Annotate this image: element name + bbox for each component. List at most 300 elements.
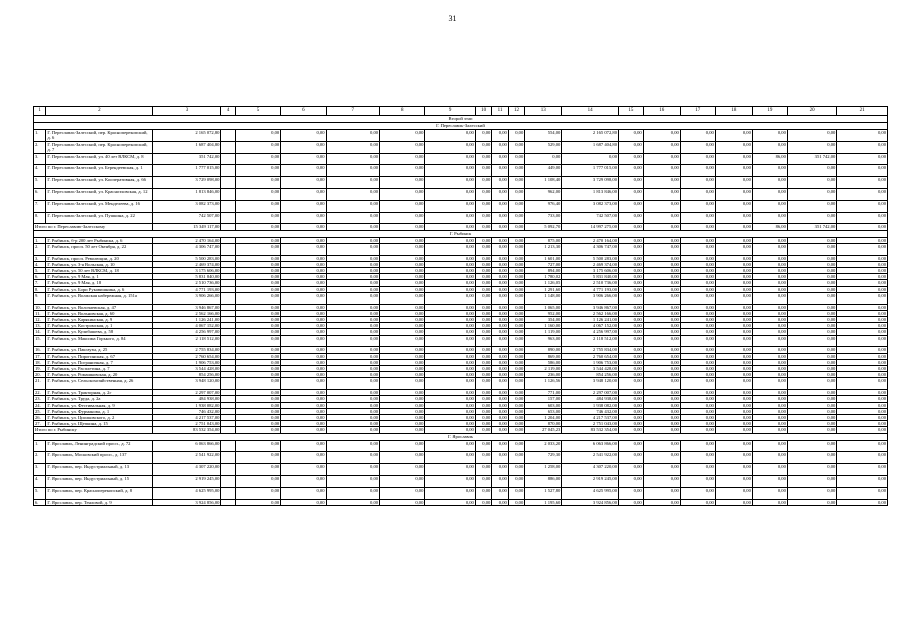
row-number: 16. [34,347,46,353]
value-cell: 0,00 [680,421,715,427]
column-number: 17 [680,107,715,116]
value-cell: 0,00 [281,402,326,408]
value-cell: 0,00 [508,440,524,452]
value-cell: 0,00 [380,402,425,408]
address-cell: Г. Ярославль, Московский просп., д. 137 [46,452,153,464]
value-cell: 1 148,00 [525,292,562,304]
value-cell: 0,00 [425,329,475,335]
total-value-cell: 5 092,70 [525,224,562,230]
value-cell: 0,00 [475,255,491,261]
value-cell: 0,00 [492,440,508,452]
value-cell: 0,00 [281,130,326,142]
table-row [34,487,888,499]
value-cell: 0,00 [380,130,425,142]
value-cell: 0,00 [787,323,836,329]
value-cell: 0,00 [680,452,715,464]
value-cell: 0,00 [787,390,836,396]
value-cell: 0,00 [281,317,326,323]
value-cell: 0,00 [475,280,491,286]
row-number: 2. [34,243,46,255]
value-cell: 0,00 [475,440,491,452]
value-cell: 1 780,02 [525,274,562,280]
value-cell: 0,00 [508,464,524,476]
value-cell: 0,00 [680,408,715,414]
value-cell: 0,00 [235,130,280,142]
value-cell: 0,00 [326,188,380,200]
value-cell: 0,00 [787,335,836,347]
value-cell: 0,00 [281,243,326,255]
total-value-cell: 0,00 [380,224,425,230]
value-cell: 0,00 [281,267,326,273]
address-cell: Г. Рыбинск, ул. Вольновская, д. 60 [46,310,153,316]
value-cell: 0,00 [619,237,644,243]
row-number: 10. [34,304,46,310]
value-cell: 3 946 867,00 [562,304,619,310]
value-cell: 0,00 [715,165,752,177]
value-cell: 2 469 374,00 [562,261,619,267]
value-cell: 0,00 [492,378,508,390]
value-cell: 0,00 [475,408,491,414]
value-cell: 0,00 [619,310,644,316]
value-cell: 0,00 [425,402,475,408]
value-cell: 0,00 [281,476,326,488]
value-cell: 890,00 [525,347,562,353]
value-cell: 0,00 [680,304,715,310]
column-number: 9 [425,107,475,116]
empty-cell [221,378,235,390]
value-cell: 733,00 [525,212,562,224]
value-cell: 0,00 [715,243,752,255]
value-cell: 0,00 [752,335,787,347]
row-number: 8. [34,286,46,292]
value-cell: 0,00 [787,200,836,212]
column-number: 8 [380,107,425,116]
value-cell: 0,00 [492,499,508,505]
cost-total-cell: 4 256 997,00 [153,329,221,335]
value-cell: 0,00 [837,335,888,347]
value-cell: 0,00 [492,487,508,499]
value-cell: 0,00 [680,499,715,505]
value-cell: 0,00 [680,177,715,189]
cost-total-cell: 2 919 245,00 [153,476,221,488]
value-cell: 0,00 [643,372,680,378]
housing-program-table [33,106,888,506]
table-row [34,200,888,212]
column-number: 3 [153,107,221,116]
value-cell: 0,00 [787,372,836,378]
value-cell: 0,00 [837,452,888,464]
value-cell: 0,00 [492,212,508,224]
value-cell: 771,00 [525,390,562,396]
value-cell: 0,00 [508,408,524,414]
value-cell: 0,00 [619,378,644,390]
value-cell: 0,00 [425,353,475,359]
empty-cell [221,141,235,153]
value-cell: 0,00 [492,366,508,372]
row-number: 15. [34,335,46,347]
value-cell: 0,00 [425,415,475,421]
value-cell: 0,00 [787,499,836,505]
value-cell: 727,00 [525,261,562,267]
value-cell: 0,00 [508,153,524,165]
value-cell: 0,00 [508,304,524,310]
value-cell: 0,00 [643,267,680,273]
value-cell: 0,00 [715,200,752,212]
value-cell: 0,00 [281,396,326,402]
value-cell: 0,00 [475,165,491,177]
value-cell: 0,00 [752,415,787,421]
value-cell: 0,00 [475,347,491,353]
value-cell: 0,00 [787,261,836,267]
value-cell: 0,00 [680,329,715,335]
value-cell: 0,00 [643,261,680,267]
cost-total-cell: 5 831 840,00 [153,274,221,280]
value-cell: 0,00 [492,310,508,316]
value-cell: 0,00 [752,487,787,499]
value-cell: 0,00 [326,130,380,142]
empty-cell [221,487,235,499]
value-cell: 0,00 [492,396,508,402]
value-cell: 4 217 537,00 [562,415,619,421]
value-cell: 0,00 [680,359,715,365]
value-cell: 0,00 [680,141,715,153]
value-cell: 0,00 [837,390,888,396]
value-cell: 0,00 [326,378,380,390]
value-cell: 0,00 [837,499,888,505]
value-cell: 0,00 [837,353,888,359]
value-cell: 0,00 [643,153,680,165]
value-cell: 746 432,00 [562,408,619,414]
value-cell: 0,00 [492,335,508,347]
value-cell: 0,00 [475,310,491,316]
value-cell: 0,00 [837,464,888,476]
total-value-cell: 0,00 [380,427,425,433]
value-cell: 3 729 098,00 [562,177,619,189]
value-cell: 0,00 [787,165,836,177]
value-cell: 0,00 [715,310,752,316]
value-cell: 0,00 [752,286,787,292]
value-cell: 0,00 [752,464,787,476]
value-cell: 3 924 856,00 [562,499,619,505]
value-cell: 0,00 [643,347,680,353]
address-cell: Г. Переславль-Залесский, пер. Красноперекопский, д. 7 [46,141,153,153]
value-cell: 0,00 [787,177,836,189]
row-number: 26. [34,415,46,421]
empty-cell [221,499,235,505]
value-cell: 0,00 [425,372,475,378]
table-row [34,378,888,390]
address-cell: Г. Ярославль, пер. Индустриальный, д. 13 [46,464,153,476]
value-cell: 0,00 [619,487,644,499]
value-cell: 2 119,00 [525,366,562,372]
value-cell: 1 126 241,00 [562,317,619,323]
value-cell: 4 256 997,00 [562,329,619,335]
row-number: 19. [34,366,46,372]
cost-total-cell: 484 938,00 [153,396,221,402]
table-row [34,243,888,255]
value-cell: 0,00 [715,261,752,267]
value-cell: 0,00 [643,317,680,323]
value-cell: 0,00 [680,261,715,267]
value-cell: 0,00 [425,359,475,365]
value-cell: 0,00 [680,372,715,378]
value-cell: 0,00 [643,243,680,255]
table-row [34,130,888,142]
value-cell: 0,00 [715,402,752,408]
value-cell: 0,00 [326,274,380,280]
value-cell: 0,00 [281,347,326,353]
value-cell: 0,00 [715,487,752,499]
value-cell: 0,00 [380,372,425,378]
value-cell: 0,00 [752,292,787,304]
value-cell: 0,00 [752,255,787,261]
value-cell: 0,00 [281,286,326,292]
value-cell: 2 118 512,00 [562,335,619,347]
value-cell: 0,00 [508,177,524,189]
value-cell: 0,00 [643,323,680,329]
value-cell: 0,00 [619,304,644,310]
value-cell: 0,00 [680,487,715,499]
value-cell: 0,00 [508,335,524,347]
total-value-cell: 0,00 [680,427,715,433]
address-cell: Г. Переславль-Залесский, ул. Берендеевская, д. 1 [46,165,153,177]
value-cell: 0,00 [680,165,715,177]
value-cell: 0,00 [281,499,326,505]
value-cell: 0,00 [475,335,491,347]
value-cell: 0,00 [281,237,326,243]
cost-total-cell: 4 625 995,00 [153,487,221,499]
column-number: 5 [235,107,280,116]
value-cell: 0,00 [492,329,508,335]
address-cell: Г. Переславль-Залесский, ул. Пушкина, д. 22 [46,212,153,224]
address-cell: Г. Рыбинск, ул. 9 Мая, д. 18 [46,280,153,286]
stage-title: Второй этап [34,116,888,123]
value-cell: 0,00 [643,421,680,427]
value-cell: 0,00 [752,440,787,452]
cost-total-cell: 746 432,00 [153,408,221,414]
value-cell: 0,00 [619,153,644,165]
value-cell: 0,00 [492,390,508,396]
row-number: 27. [34,421,46,427]
value-cell: 3 544 428,00 [562,366,619,372]
column-number: 10 [475,107,491,116]
value-cell: 0,00 [752,347,787,353]
value-cell: 0,00 [281,323,326,329]
empty-cell [221,243,235,255]
value-cell: 0,00 [281,378,326,390]
cost-total-cell: 1 938 082,00 [153,402,221,408]
row-number: 1. [34,130,46,142]
value-cell: 586,00 [525,359,562,365]
value-cell: 0,00 [492,130,508,142]
value-cell: 0,00 [326,402,380,408]
value-cell: 0,00 [235,255,280,261]
value-cell: 0,00 [619,188,644,200]
value-cell: 2 562 166,00 [562,310,619,316]
value-cell: 0,00 [235,372,280,378]
value-cell: 0,00 [508,452,524,464]
value-cell: 1 601,00 [525,255,562,261]
value-cell: 0,00 [326,237,380,243]
value-cell: 0,00 [715,390,752,396]
value-cell: 0,00 [425,286,475,292]
value-cell: 5 831 840,00 [562,274,619,280]
cost-total-cell: 3 729 098,00 [153,177,221,189]
value-cell: 0,00 [715,499,752,505]
value-cell: 0,00 [492,317,508,323]
value-cell: 4 306 747,00 [562,243,619,255]
value-cell: 0,00 [475,130,491,142]
value-cell: 4 067 152,00 [562,323,619,329]
total-label: Итого по г. Переславлю-Залесскому [34,224,153,230]
value-cell: 0,00 [326,464,380,476]
value-cell: 0,00 [787,243,836,255]
value-cell: 0,00 [715,440,752,452]
value-cell: 1 160,00 [525,323,562,329]
value-cell: 484 938,00 [562,396,619,402]
value-cell: 963,00 [525,335,562,347]
value-cell: 0,00 [492,243,508,255]
total-value-cell: 0,00 [643,427,680,433]
value-cell: 2 755 834,00 [562,347,619,353]
value-cell: 0,00 [326,255,380,261]
value-cell: 0,00 [837,366,888,372]
value-cell: 0,00 [715,212,752,224]
column-number: 11 [492,107,508,116]
value-cell: 0,00 [643,310,680,316]
value-cell: 0,00 [380,261,425,267]
value-cell: 0,00 [619,372,644,378]
value-cell: 0,00 [837,347,888,353]
empty-cell [221,188,235,200]
value-cell: 854 256,00 [562,372,619,378]
row-number: 20. [34,372,46,378]
cost-total-cell: 1 906 753,00 [153,359,221,365]
value-cell: 2 541 922,00 [562,452,619,464]
value-cell: 0,00 [492,292,508,304]
value-cell: 0,00 [715,304,752,310]
value-cell: 0,00 [619,329,644,335]
value-cell: 2 760 654,00 [562,353,619,359]
cost-total-cell: 742 507,00 [153,212,221,224]
value-cell: 894,00 [525,267,562,273]
value-cell: 0,00 [281,487,326,499]
value-cell: 0,00 [525,153,562,165]
section-row [34,123,888,130]
value-cell: 0,00 [235,396,280,402]
address-cell: Г. Рыбинск, ул. Тракторная, д. 2г [46,390,153,396]
value-cell: 0,00 [281,280,326,286]
value-cell: 6 063 866,00 [562,440,619,452]
value-cell: 0,00 [619,402,644,408]
row-number: 11. [34,310,46,316]
value-cell: 0,00 [475,421,491,427]
value-cell: 0,00 [281,188,326,200]
value-cell: 0,00 [492,286,508,292]
value-cell: 0,00 [425,440,475,452]
value-cell: 0,00 [425,323,475,329]
cost-total-cell: 3 544 428,00 [153,366,221,372]
value-cell: 0,00 [492,402,508,408]
value-cell: 0,00 [837,415,888,421]
total-value-cell: 0,00 [787,427,836,433]
value-cell: 0,00 [619,274,644,280]
value-cell: 0,00 [235,378,280,390]
value-cell: 0,00 [380,243,425,255]
address-cell: Г. Рыбинск, ул. Максима Горького, д. 84 [46,335,153,347]
value-cell: 0,00 [837,130,888,142]
value-cell: 0,00 [492,188,508,200]
value-cell: 0,00 [492,274,508,280]
value-cell: 0,00 [787,378,836,390]
value-cell: 0,00 [235,261,280,267]
section-title: Г. Ярославль [34,433,888,440]
value-cell: 0,00 [715,372,752,378]
empty-cell [221,452,235,464]
value-cell: 0,00 [715,292,752,304]
value-cell: 0,00 [475,372,491,378]
value-cell: 0,00 [619,476,644,488]
value-cell: 0,00 [235,415,280,421]
total-value-cell: 0,00 [619,427,644,433]
row-number: 21. [34,378,46,390]
value-cell: 0,00 [326,499,380,505]
value-cell: 0,00 [326,487,380,499]
value-cell: 0,00 [619,177,644,189]
value-cell: 0,00 [837,421,888,427]
empty-cell [221,165,235,177]
value-cell: 0,00 [235,347,280,353]
value-cell: 0,00 [643,237,680,243]
value-cell: 0,00 [425,396,475,402]
row-number: 3. [34,153,46,165]
value-cell: 0,00 [235,476,280,488]
row-number: 7. [34,280,46,286]
total-value-cell: 0,00 [235,427,280,433]
value-cell: 0,00 [235,402,280,408]
value-cell: 0,00 [643,177,680,189]
value-cell: 952,00 [525,310,562,316]
value-cell: 0,00 [380,366,425,372]
value-cell: 0,00 [508,310,524,316]
total-value-cell: 0,00 [715,224,752,230]
value-cell: 742 507,00 [562,212,619,224]
value-cell: 0,00 [715,188,752,200]
address-cell: Г. Рыбинск, ул. Ромашковская, д. 20 [46,372,153,378]
value-cell: 0,00 [326,267,380,273]
value-cell: 0,00 [643,476,680,488]
value-cell: 0,00 [281,274,326,280]
table-row [34,188,888,200]
value-cell: 1 527,80 [525,487,562,499]
value-cell: 0,00 [235,141,280,153]
total-value-cell: 0,00 [715,427,752,433]
value-cell: 0,00 [680,317,715,323]
value-cell: 0,00 [787,452,836,464]
value-cell: 0,00 [380,310,425,316]
value-cell: 0,00 [787,267,836,273]
value-cell: 0,00 [492,141,508,153]
value-cell: 0,00 [425,452,475,464]
value-cell: 0,00 [787,286,836,292]
value-cell: 0,00 [787,487,836,499]
value-cell: 0,00 [492,347,508,353]
cost-total-cell: 4 307 220,00 [153,464,221,476]
value-cell: 0,00 [715,274,752,280]
total-value-cell: 83 532 354,00 [562,427,619,433]
value-cell: 0,00 [475,487,491,499]
value-cell: 0,00 [425,378,475,390]
